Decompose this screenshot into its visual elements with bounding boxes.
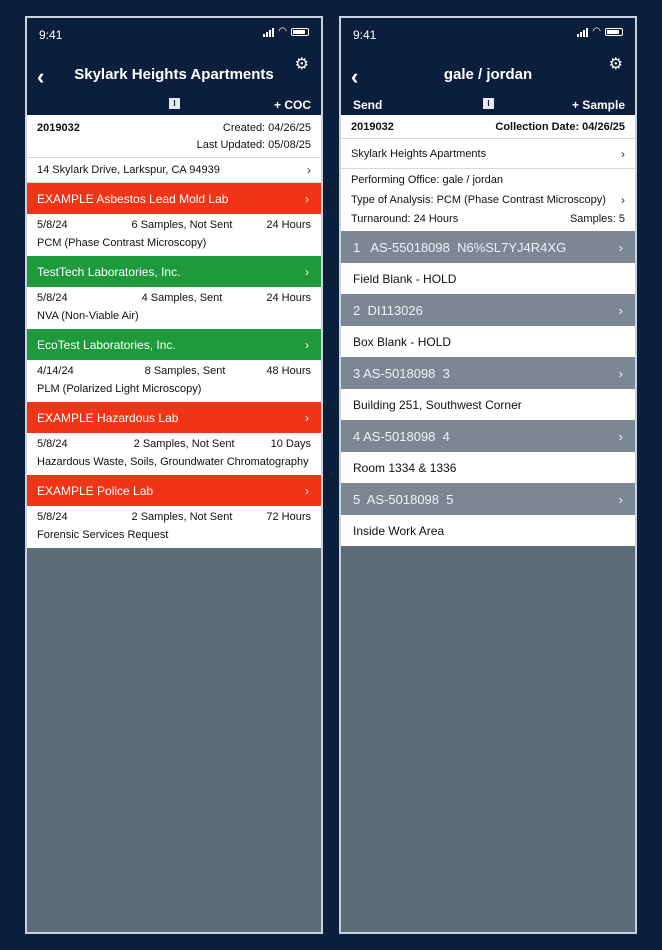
lab-row[interactable] (27, 183, 321, 214)
status-icons (263, 27, 309, 37)
back-chevron-icon[interactable]: ‹ (351, 64, 359, 89)
edit-icon[interactable]: I (169, 98, 180, 109)
sample-id: 5 AS-5018098 5 (353, 491, 454, 507)
address-row[interactable] (27, 158, 321, 183)
sample-id: 4 AS-5018098 4 (353, 428, 450, 444)
sample-id: 2 DI113026 (353, 302, 423, 318)
address: 14 Skylark Drive, Larkspur, CA 94939 (37, 164, 220, 176)
left-phone-screen (25, 16, 323, 934)
lab-name: EXAMPLE Police Lab (37, 483, 154, 498)
lab-turnaround: 24 Hours (266, 219, 311, 231)
project-name: Skylark Heights Apartments (351, 147, 487, 160)
status-icons (577, 27, 623, 37)
chevron-right-icon: › (618, 239, 623, 255)
sample-row[interactable] (341, 294, 635, 326)
lab-date: 5/8/24 (37, 219, 68, 231)
analysis-type: Type of Analysis: PCM (Phase Contrast Microscopy) (351, 194, 606, 206)
status-time: 9:41 (353, 28, 377, 42)
sample-list (341, 231, 635, 546)
sample-location: Inside Work Area (341, 515, 635, 546)
created-date: Created: 04/26/25 (222, 122, 311, 134)
lab-date: 5/8/24 (37, 511, 68, 523)
edit-icon[interactable]: I (483, 98, 494, 109)
sample-location: Building 251, Southwest Corner (341, 389, 635, 420)
lab-analysis: NVA (Non-Viable Air) (37, 310, 139, 322)
chevron-right-icon: › (305, 191, 309, 206)
lab-row[interactable] (27, 402, 321, 433)
chevron-right-icon: › (618, 428, 623, 444)
lab-samples: 8 Samples, Sent (144, 365, 226, 377)
page-title: gale / jordan (443, 66, 533, 83)
status-time: 9:41 (39, 28, 63, 42)
lab-turnaround: 48 Hours (266, 365, 311, 377)
chevron-right-icon: › (618, 302, 623, 318)
lab-name: TestTech Laboratories, Inc. (37, 264, 181, 279)
chevron-right-icon: › (305, 410, 309, 425)
gear-icon[interactable]: ⚙ (608, 56, 623, 73)
lab-date: 5/8/24 (37, 292, 68, 304)
chevron-right-icon: › (618, 365, 623, 381)
add-coc-button[interactable]: + COC (273, 98, 311, 112)
collection-date: Collection Date: 04/26/25 (495, 120, 625, 133)
lab-samples: 4 Samples, Sent (141, 292, 223, 304)
turnaround: Turnaround: 24 Hours (351, 213, 459, 225)
lab-analysis: Forensic Services Request (37, 529, 169, 541)
lab-details (27, 287, 321, 329)
lab-turnaround: 24 Hours (266, 292, 311, 304)
sample-id: 1 AS-55018098 N6%SL7YJ4R4XG (353, 239, 567, 255)
sample-row[interactable] (341, 357, 635, 389)
back-chevron-icon[interactable]: ‹ (37, 64, 45, 89)
gear-icon[interactable]: ⚙ (294, 56, 309, 73)
lab-details (27, 360, 321, 402)
lab-samples: 2 Samples, Not Sent (131, 511, 233, 523)
lab-date: 4/14/24 (37, 365, 74, 377)
lab-name: EXAMPLE Asbestos Lead Mold Lab (37, 191, 229, 206)
coc-header (341, 115, 635, 231)
chevron-right-icon: › (305, 483, 309, 498)
signal-icon (577, 28, 588, 37)
lab-row[interactable] (27, 475, 321, 506)
battery-icon (291, 28, 309, 36)
lab-analysis: Hazardous Waste, Soils, Groundwater Chromatography (37, 456, 309, 468)
lab-turnaround: 72 Hours (266, 511, 311, 523)
lab-details (27, 214, 321, 256)
project-id: 2019032 (37, 122, 80, 134)
signal-icon (263, 28, 274, 37)
chevron-right-icon: › (621, 146, 625, 161)
wifi-icon: ◠ (592, 26, 601, 37)
lab-row[interactable] (27, 329, 321, 360)
lab-analysis: PLM (Polarized Light Microscopy) (37, 383, 202, 395)
project-id: 2019032 (351, 120, 394, 133)
sample-row[interactable] (341, 420, 635, 452)
lab-analysis: PCM (Phase Contrast Microscopy) (37, 237, 207, 249)
chevron-right-icon: › (618, 491, 623, 507)
chevron-right-icon: › (305, 264, 309, 279)
add-sample-button[interactable]: + Sample (571, 98, 625, 112)
right-phone-screen (339, 16, 637, 934)
battery-icon (605, 28, 623, 36)
last-updated: Last Updated: 05/08/25 (196, 139, 311, 151)
send-button[interactable]: Send (353, 98, 383, 112)
wifi-icon: ◠ (278, 26, 287, 37)
analysis-type-row[interactable] (341, 186, 635, 207)
sample-location: Box Blank - HOLD (341, 326, 635, 357)
project-header (27, 115, 321, 183)
lab-row[interactable] (27, 256, 321, 287)
sample-location: Room 1334 & 1336 (341, 452, 635, 483)
lab-name: EcoTest Laboratories, Inc. (37, 337, 176, 352)
lab-details (27, 506, 321, 548)
chevron-right-icon: › (305, 337, 309, 352)
lab-date: 5/8/24 (37, 438, 68, 450)
sample-row[interactable] (341, 483, 635, 515)
project-row[interactable] (341, 139, 635, 169)
sample-row[interactable] (341, 231, 635, 263)
nav-bar (341, 18, 635, 115)
nav-bar (27, 18, 321, 115)
sample-id: 3 AS-5018098 3 (353, 365, 450, 381)
performing-office: Performing Office: gale / jordan (351, 174, 504, 186)
lab-details (27, 433, 321, 475)
lab-list (27, 183, 321, 548)
lab-turnaround: 10 Days (270, 438, 311, 450)
sample-location: Field Blank - HOLD (341, 263, 635, 294)
chevron-right-icon: › (307, 163, 311, 177)
lab-name: EXAMPLE Hazardous Lab (37, 410, 179, 425)
chevron-right-icon: › (621, 193, 625, 207)
samples-count: Samples: 5 (569, 213, 625, 225)
lab-samples: 6 Samples, Not Sent (131, 219, 233, 231)
lab-samples: 2 Samples, Not Sent (133, 438, 235, 450)
page-title: Skylark Heights Apartments (74, 66, 274, 83)
